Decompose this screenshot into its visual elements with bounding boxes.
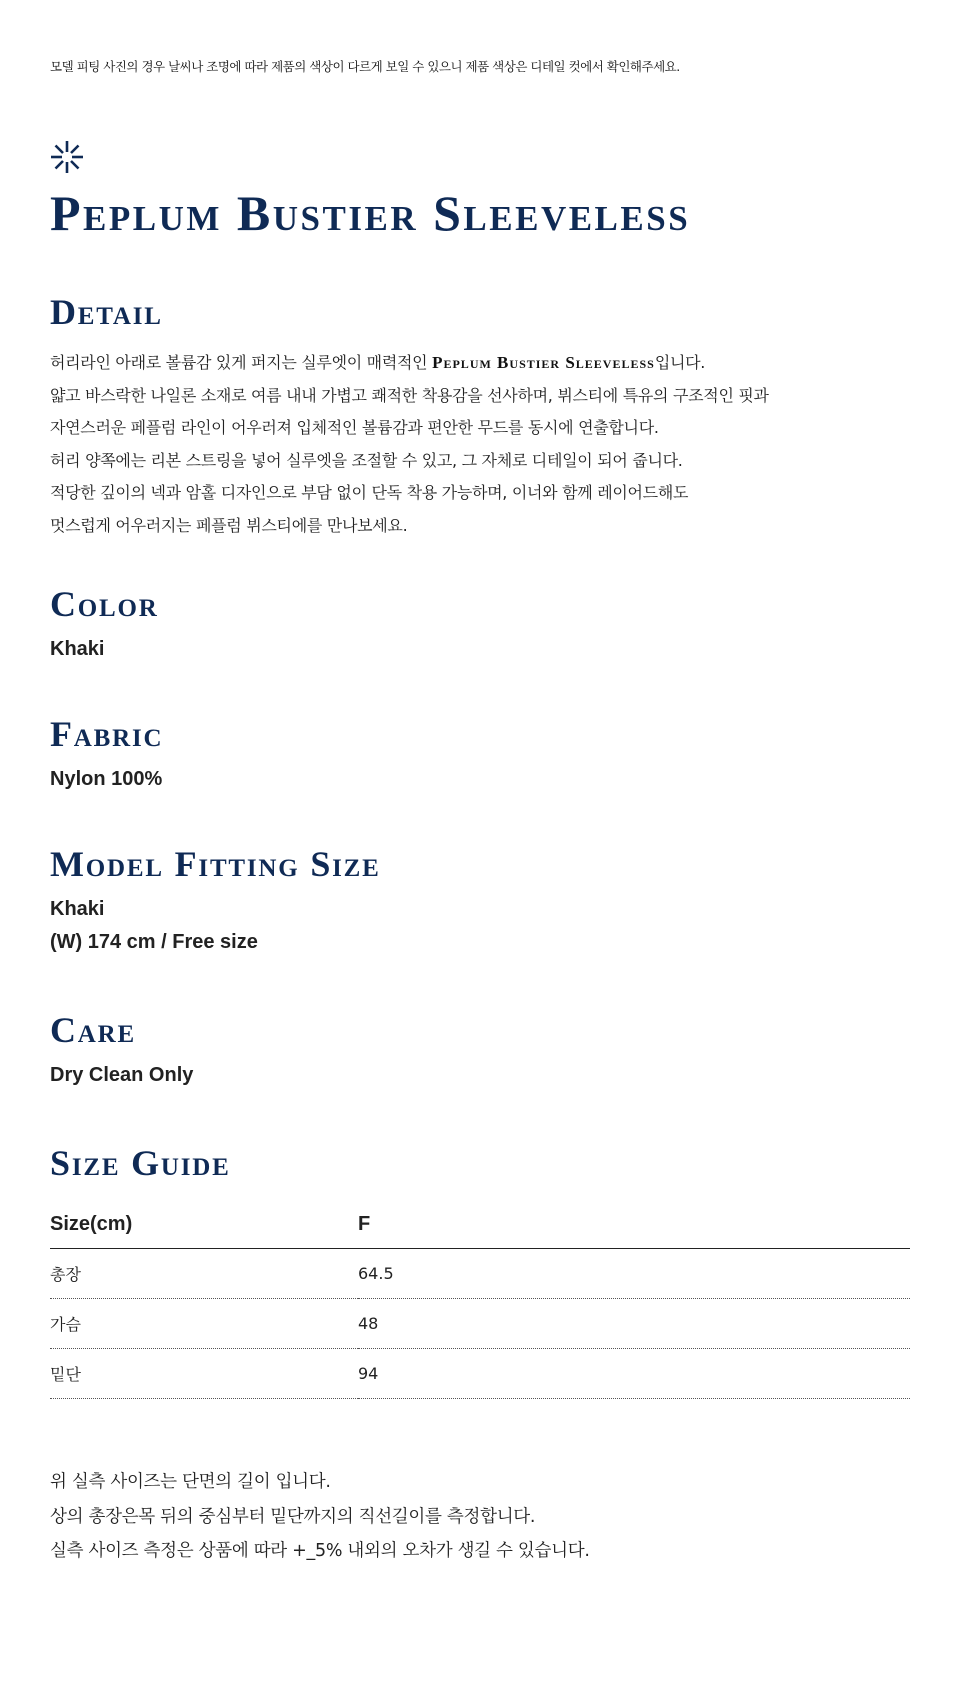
measurement-value: 64.5 <box>358 1249 910 1299</box>
color-value: Khaki <box>50 638 105 660</box>
model-fitting-heading: Model Fitting Size <box>50 844 381 884</box>
measurement-label: 총장 <box>50 1249 358 1299</box>
detail-line: 적당한 깊이의 넥과 암홀 디자인으로 부담 없이 단독 착용 가능하며, 이너와 함께 레이어드해도 <box>50 483 689 502</box>
asterisk-burst-icon <box>50 140 84 174</box>
product-title: Peplum Bustier Sleeveless <box>50 185 691 241</box>
detail-line: 허리 양쪽에는 리본 스트링을 넣어 실루엣을 조절할 수 있고, 그 자체로 디테일이 되어 줍니다. <box>50 450 683 470</box>
table-row <box>50 1299 910 1349</box>
detail-line: 자연스러운 페플럼 라인이 어우러져 입체적인 볼륨감과 편안한 무드를 동시에 연출합니다. <box>50 418 659 437</box>
detail-description <box>50 347 769 542</box>
care-heading: Care <box>50 1010 136 1050</box>
detail-line: 얇고 바스락한 나일론 소재로 여름 내내 가볍고 쾌적한 착용감을 선사하며, 뷔스티에 특유의 구조적인 핏과 <box>50 385 769 405</box>
detail-line <box>50 347 769 380</box>
measurement-value: 94 <box>358 1349 910 1399</box>
detail-line: 멋스럽게 어우러지는 페플럼 뷔스티에를 만나보세요. <box>50 515 408 535</box>
size-notes <box>50 1465 590 1569</box>
size-guide-heading: Size Guide <box>50 1143 231 1183</box>
size-guide-table <box>50 1205 910 1399</box>
measurement-value: 48 <box>358 1299 910 1349</box>
model-size-value: (W) 174 cm / Free size <box>50 931 258 953</box>
care-value: Dry Clean Only <box>50 1064 194 1086</box>
detail-line-text: 입니다. <box>654 353 706 372</box>
note-line: 상의 총장은목 뒤의 중심부터 밑단까지의 직선길이를 측정합니다. <box>50 1506 536 1527</box>
measurement-label: 가슴 <box>50 1299 358 1349</box>
color-heading: Color <box>50 584 159 624</box>
model-color-value: Khaki <box>50 898 105 920</box>
column-header: Size(cm) <box>50 1205 358 1249</box>
note-line: 위 실측 사이즈는 단면의 길이 입니다. <box>50 1472 331 1492</box>
detail-product-name: Peplum Bustier Sleeveless <box>432 353 655 372</box>
fabric-value: Nylon 100% <box>50 768 163 790</box>
detail-heading: Detail <box>50 292 163 332</box>
table-row <box>50 1249 910 1299</box>
table-row <box>50 1349 910 1399</box>
detail-line-text: 허리라인 아래로 볼륨감 있게 퍼지는 실루엣이 매력적인 <box>50 353 433 372</box>
measurement-label: 밑단 <box>50 1349 358 1399</box>
color-notice: 모델 피팅 사진의 경우 날씨나 조명에 따라 제품의 색상이 다르게 보일 수 있으니 제품 색상은 디테일 컷에서 확인해주세요. <box>50 59 680 74</box>
note-line: 실측 사이즈 측정은 상품에 따라 +_5% 내외의 오차가 생길 수 있습니다. <box>50 1541 590 1561</box>
column-header: F <box>358 1205 910 1249</box>
fabric-heading: Fabric <box>50 714 164 754</box>
table-header-row <box>50 1205 910 1249</box>
